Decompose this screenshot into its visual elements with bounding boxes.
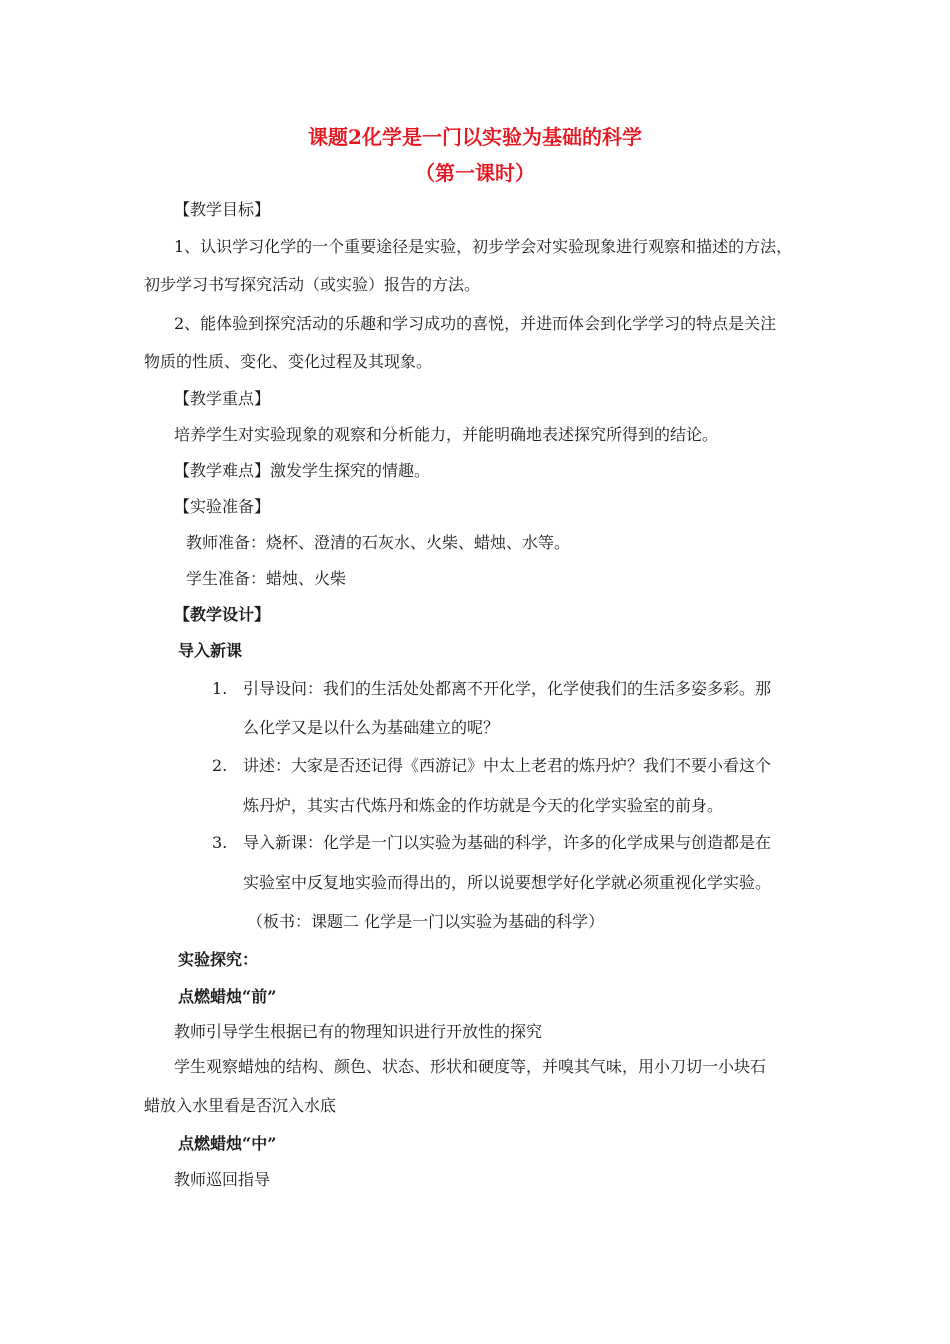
teacher-preparation: 教师准备：烧杯、澄清的石灰水、火柴、蜡烛、水等。	[186, 533, 571, 552]
preparation-heading: 【实验准备】	[174, 497, 271, 516]
difficulty-text: 激发学生探究的情趣。	[270, 461, 431, 480]
goal-1-line-2: 初步学习书写探究活动（或实验）报告的方法。	[144, 275, 481, 294]
difficulty-heading: 【教学难点】	[174, 461, 271, 480]
before-lighting-text-1: 教师引导学生根据已有的物理知识进行开放性的探究	[174, 1022, 543, 1041]
before-lighting-heading: 点燃蜡烛“前”	[178, 987, 277, 1006]
step-1-line-2: 么化学又是以什么为基础建立的呢？	[243, 718, 500, 737]
step-3-line-2: 实验室中反复地实验而得出的，所以说要想学好化学就必须重视化学实验。	[243, 873, 772, 892]
board-note: （板书：课题二 化学是一门以实验为基础的科学）	[247, 912, 605, 931]
key-points-heading: 【教学重点】	[174, 389, 271, 408]
document-subtitle: （第一课时）	[415, 161, 535, 185]
goal-2-line-1: 2、能体验到探究活动的乐趣和学习成功的喜悦，并进而体会到化学学习的特点是关注	[174, 314, 777, 333]
design-heading: 【教学设计】	[174, 605, 271, 624]
during-lighting-text: 教师巡回指导	[174, 1170, 271, 1189]
step-2-line-2: 炼丹炉，其实古代炼丹和炼金的作坊就是今天的化学实验室的前身。	[243, 796, 724, 815]
step-3-number: 3.	[212, 833, 228, 852]
step-3-line-1: 导入新课：化学是一门以实验为基础的科学，许多的化学成果与创造都是在	[243, 833, 772, 852]
difficulty-line	[174, 461, 430, 481]
step-1-number: 1.	[212, 679, 228, 698]
key-points-text: 培养学生对实验现象的观察和分析能力，并能明确地表述探究所得到的结论。	[174, 425, 719, 444]
step-2-number: 2.	[212, 756, 228, 775]
student-preparation: 学生准备：蜡烛、火柴	[186, 569, 347, 588]
step-2-line-1: 讲述：大家是否还记得《西游记》中太上老君的炼丹炉？我们不要小看这个	[243, 756, 772, 775]
goal-1-line-1: 1、认识学习化学的一个重要途径是实验，初步学会对实验现象进行观察和描述的方法，	[174, 237, 793, 256]
goals-heading: 【教学目标】	[174, 200, 271, 219]
goal-2-line-2: 物质的性质、变化、变化过程及其现象。	[144, 352, 433, 371]
during-lighting-heading: 点燃蜡烛“中”	[178, 1134, 277, 1153]
exploration-heading: 实验探究：	[178, 950, 259, 969]
before-lighting-text-2-line-2: 蜡放入水里看是否沉入水底	[144, 1096, 337, 1115]
document-title: 课题2化学是一门以实验为基础的科学	[308, 125, 642, 149]
intro-heading: 导入新课	[178, 641, 243, 660]
step-1-line-1: 引导设问：我们的生活处处都离不开化学，化学使我们的生活多姿多彩。那	[243, 679, 772, 698]
before-lighting-text-2-line-1: 学生观察蜡烛的结构、颜色、状态、形状和硬度等，并嗅其气味，用小刀切一小块石	[174, 1057, 767, 1076]
